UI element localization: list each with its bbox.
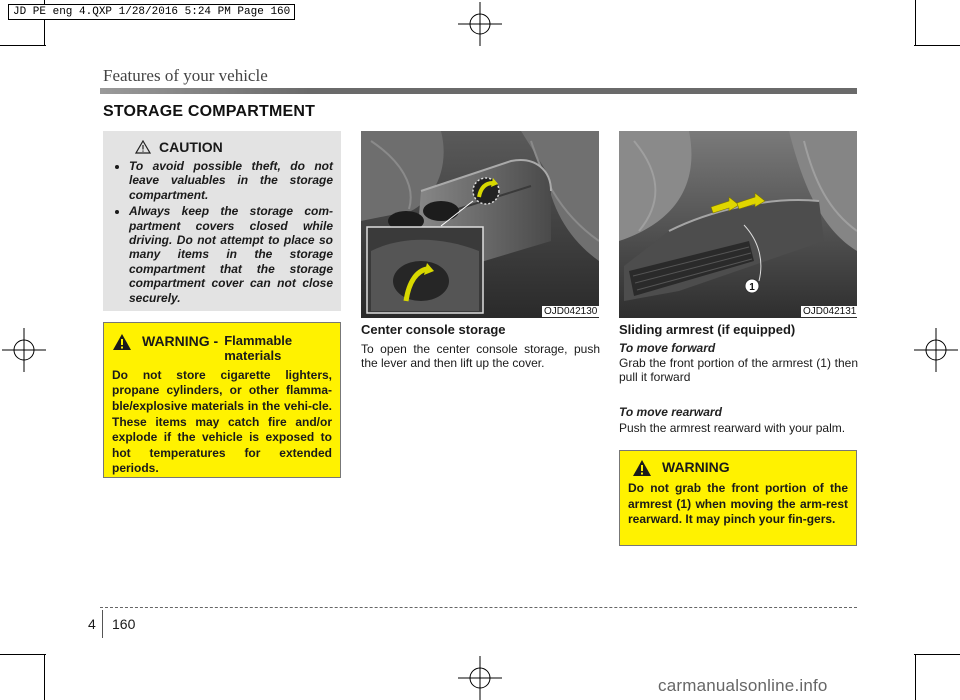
console-heading: Center console storage bbox=[361, 322, 506, 337]
registration-mark-icon bbox=[914, 328, 958, 372]
rearward-subheading: To move rearward bbox=[619, 405, 722, 419]
header-rule-fade bbox=[100, 88, 310, 94]
registration-mark-icon bbox=[458, 656, 502, 700]
center-console-illustration bbox=[361, 131, 599, 318]
figure-code: OJD042130 bbox=[544, 306, 598, 317]
crop-mark bbox=[44, 654, 45, 700]
armrest-heading: Sliding armrest (if equipped) bbox=[619, 322, 796, 337]
forward-text: Grab the front portion of the armrest (1) then pull it forward bbox=[619, 356, 858, 385]
crop-mark bbox=[915, 0, 916, 46]
sliding-armrest-illustration bbox=[619, 131, 857, 318]
flammable-warning-box bbox=[103, 322, 341, 478]
warning-sublabel: Flammable materials bbox=[224, 333, 293, 363]
caution-item: • Always keep the storage com-partment covers closed while driving. Do not attempt to place so many items in the storage compartment that the storage compartment cover can not close securely. bbox=[129, 204, 333, 305]
registration-mark-icon bbox=[2, 328, 46, 372]
print-slug: JD PE eng 4.QXP 1/28/2016 5:24 PM Page 160 bbox=[8, 4, 295, 20]
crop-mark bbox=[914, 45, 960, 46]
footer-divider bbox=[102, 610, 103, 638]
caution-item: • To avoid possible theft, do not leave valuables in the storage compartment. bbox=[129, 159, 333, 202]
section-title: Features of your vehicle bbox=[103, 66, 268, 85]
page-title: STORAGE COMPARTMENT bbox=[103, 103, 316, 120]
footer-rule bbox=[100, 607, 857, 608]
crop-mark bbox=[915, 654, 916, 700]
warning-label: WARNING bbox=[662, 459, 730, 475]
warning-triangle-icon bbox=[112, 333, 132, 351]
caution-label: CAUTION bbox=[159, 139, 223, 155]
figure-code: OJD042131 bbox=[803, 306, 857, 317]
pinch-warning-box bbox=[619, 450, 857, 546]
warning-text: Do not store cigarette lighters, propane cylinders, or other flamma-ble/explosive materials in the vehi-cle. These items may catch fire and/or explode if the vehicle is exposed to hot temperatures for extended periods. bbox=[112, 367, 332, 476]
console-text: To open the center console storage, push the lever and then lift up the cover. bbox=[361, 342, 600, 371]
crop-mark bbox=[914, 654, 960, 655]
watermark: carmanualsonline.info bbox=[658, 676, 828, 695]
chapter-number: 4 bbox=[88, 616, 96, 632]
armrest-callout-number: 1 bbox=[749, 282, 755, 293]
warning-label: WARNING - bbox=[142, 333, 219, 349]
caution-box bbox=[103, 131, 341, 311]
page-number: 160 bbox=[112, 616, 136, 632]
warning-text: Do not grab the front portion of the armrest (1) when moving the arm-rest rearward. It may pinch your fin-gers. bbox=[628, 481, 848, 527]
crop-mark bbox=[0, 45, 46, 46]
rearward-text: Push the armrest rearward with your palm. bbox=[619, 421, 846, 435]
caution-triangle-icon bbox=[135, 140, 151, 154]
crop-mark bbox=[0, 654, 46, 655]
registration-mark-icon bbox=[458, 2, 502, 46]
forward-subheading: To move forward bbox=[619, 341, 716, 355]
caution-list bbox=[113, 159, 333, 305]
warning-triangle-icon bbox=[632, 459, 652, 477]
